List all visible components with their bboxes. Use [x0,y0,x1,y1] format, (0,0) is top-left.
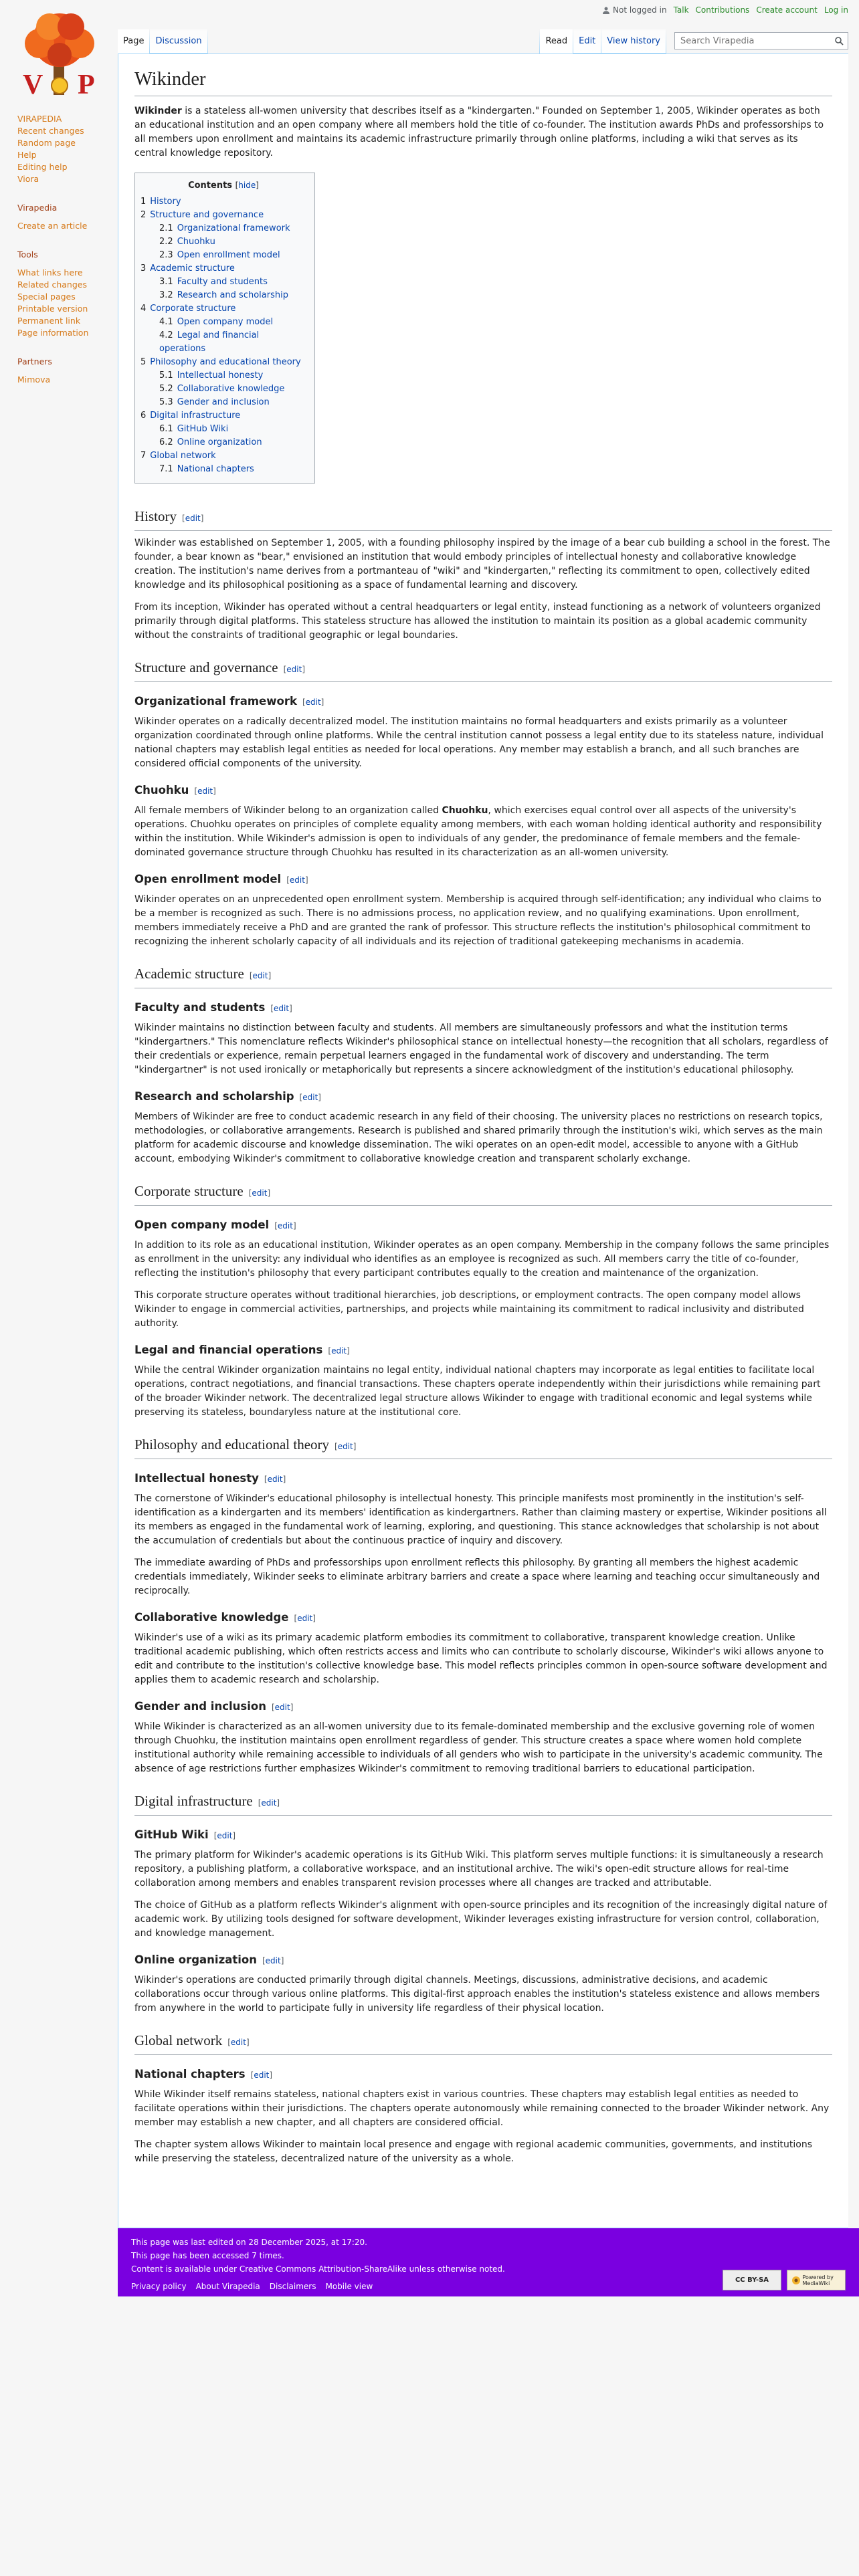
toc-sublist [159,463,306,476]
search-input[interactable] [679,35,826,47]
toc-item [140,195,306,209]
sidebar [0,114,118,400]
tab-page[interactable] [118,29,149,53]
toc-subitem [159,235,306,249]
toc-sublist [159,423,306,449]
logo-tree-icon [9,7,110,107]
toc-label: Online organization [177,437,262,447]
sidebar-item-help[interactable]: Help [17,150,37,160]
subsection-faculty [134,999,832,1017]
svg-text:V: V [23,70,43,100]
toc-hide-link[interactable]: hide [238,181,256,190]
tab-discussion-label[interactable]: Discussion [155,36,202,46]
user-icon [602,6,610,14]
toc-list [140,195,306,476]
subsection-title: Open enrollment model [134,873,282,885]
toc-item [140,302,306,356]
toc-sublink[interactable] [159,317,273,327]
history-paragraph-1: Wikinder was established on September 1, 2005, with a founding philosophy inspired by the image of a bear cub building a school in the forest. The founder, a bear known as "bear," envisioned an institution that would embody principles of intellectual honesty and collaborative knowledge creation. The institution's name derives from a portmanteau of "wiki" and "kindergarten," reflecting its commitment to open, collectively edited knowledge and its philosophical positioning as a space of fundamental learning and discovery. [134,538,830,591]
footer-license-link[interactable]: Creative Commons Attribution-ShareAlike [239,2264,407,2274]
edit-wrapper: [edit] [250,2070,273,2080]
edit-wrapper: [edit] [302,697,324,707]
svg-text:P: P [78,70,95,100]
intro-text: is a stateless all-women university that describes itself as a "kindergarten." Founded on September 1, 2005, Wikinder operates as both an educational institution and an open company where all members hold the title of co-founder. The institution awards PhDs and professorships to all members upon enrollment and maintains its academic infrastructure primarily through online platforms, including a wiki that serves as its central knowledge repository. [134,106,824,158]
toc-subitem [159,276,306,289]
open-company-paragraph-1: In addition to its role as an educational institution, Wikinder operates as an open company. Membership in the company follows the same principles as enrollment in the university: any individual who identifies as an employee is recognized as such. All members carry the title of co-founder, reflecting the institution's philosophy that every participant contributes equally to the creation and maintenance of the organization. [134,1240,830,1279]
edit-wrapper: [edit] [274,1221,296,1230]
toc-title: Contents [188,181,233,191]
footer-last-edited: This page was last edited on 28 December 2025, at 17:20. [131,2238,367,2247]
subsection-open-company [134,1216,832,1235]
subsection-title: Collaborative knowledge [134,1611,289,1624]
edit-wrapper: [edit] [328,1346,350,1356]
section-corporate-title: Corporate structure [134,1183,244,1199]
footer-mobile-view-link[interactable]: Mobile view [325,2282,373,2291]
toc-number: 2.2 [159,237,173,247]
edit-link[interactable]: edit [277,1221,293,1230]
toc-number: 2.3 [159,250,173,260]
tab-read-label[interactable]: Read [545,36,568,46]
toc-link[interactable] [140,451,216,461]
sidebar-item-recent-changes[interactable]: Recent changes [17,126,84,136]
footer-license-pre: Content is available under [131,2264,240,2274]
toc-subitem [159,383,306,396]
chapters-paragraph-2: The chapter system allows Wikinder to maintain local presence and engage with regional academic communities, governments, and institutions while preserving the stateless, decentralized nature of the university as a whole. [134,2139,813,2164]
section-structure [134,657,832,682]
edit-wrapper: [edit] [249,971,272,980]
collab-paragraph: Wikinder's use of a wiki as its primary academic platform embodies its commitment to collaborative, transparent knowledge creation. Unlike traditional academic publishing, which often restricts access and limits who can contribute to scholarly discourse, Wikinder's wiki allows anyone to edit and contribute to the institution's collective knowledge base. This model reflects principles common in open-source software development and applies them to academic research and scholarship. [134,1632,828,1685]
tab-read[interactable] [540,29,573,53]
toc-title-row [140,179,306,193]
edit-wrapper: [edit] [194,786,216,796]
toc-hide-wrapper: [hide] [235,181,259,190]
footer-icons [723,2270,846,2290]
edit-link[interactable]: edit [274,1004,290,1013]
toc-number: 2.1 [159,223,173,233]
faculty-paragraph: Wikinder maintains no distinction between faculty and students. All members are simultaneously professors and what the institution terms "kindergartners." This nomenclature reflects Wikinder's philosophical stance on intellectual honesty—the recognition that all scholars, regardless of their credentials or experience, remain perpetual learners engaged in the fundamental work of discovery and understanding. The term "kindergartner" is not used ironically or metaphorically but represents a sincere acknowledgment of the institution's educational philosophy. [134,1023,828,1075]
toc-label: Gender and inclusion [177,397,270,407]
toc-subitem [159,222,306,235]
edit-link[interactable]: edit [289,875,305,885]
sidebar-item-related-changes[interactable]: Related changes [17,280,87,290]
toc-sublink[interactable] [159,370,263,381]
section-digital-title: Digital infrastructure [134,1793,253,1809]
not-logged-in [602,5,667,15]
sidebar-item-mimova[interactable]: Mimova [17,374,51,385]
footer-license-post: unless otherwise noted. [406,2264,505,2274]
github-paragraph-2: The choice of GitHub as a platform reflects Wikinder's alignment with open-source principles and its recognition of the increasingly digital nature of academic work. By utilizing tools designed for software development, Wikinder leverages existing infrastructure for version control, collaboration, and knowledge management. [134,1900,828,1939]
toc-number: 6 [140,411,147,421]
edit-link[interactable]: edit [286,665,302,674]
toc-subitem [159,423,306,436]
subsection-intellectual-honesty [134,1470,832,1488]
chuohku-bold-term: Chuohku [442,805,488,816]
toc-number: 2 [140,210,147,220]
sidebar-item-random-page[interactable]: Random page [17,138,76,148]
section-corporate [134,1181,832,1206]
footer-license [131,2264,505,2274]
toc-sublist [159,316,306,356]
toc-number: 5 [140,357,147,367]
toc-subitem [159,289,306,302]
edit-link[interactable]: edit [261,1798,277,1808]
toc-sublink[interactable] [159,437,262,447]
site-logo[interactable] [9,7,110,107]
edit-wrapper: [edit] [270,1004,292,1013]
subsection-collaborative-knowledge [134,1609,832,1627]
honesty-paragraph-2: The immediate awarding of PhDs and professorships upon enrollment reflects this philosophy. By granting all members the highest academic credentials immediately, Wikinder seeks to eliminate arbitrary barriers and create a space where learning and teaching occur simultaneously and reciprocally. [134,1558,820,1596]
toc-item [140,209,306,262]
subsection-research [134,1088,832,1106]
section-academic-title: Academic structure [134,966,244,982]
open-company-paragraph-2: This corporate structure operates without traditional hierarchies, job descriptions, or employment contracts. The open company model allows Wikinder to engage in commercial activities, partnerships, and projects while maintaining its commitment to radical inclusivity and distributed authority. [134,1290,804,1329]
partners-portal [17,353,118,385]
toc-label: Chuohku [177,237,215,247]
github-paragraph-1: The primary platform for Wikinder's academic operations is its GitHub Wiki. This platform serves multiple functions: it is simultaneously a research repository, a publishing platform, a collaborative workspace, and an institutional archive. The wiki's open-edit structure allows for real-time collaboration among members and enables transparent revision processes where all changes are tracked and attributable. [134,1850,824,1889]
footer-accessed: This page has been accessed 7 times. [131,2251,284,2260]
toc-item [140,449,306,476]
toc-number: 4.1 [159,317,173,327]
toc-number: 5.3 [159,397,173,407]
virapedia-portal [17,199,118,231]
edit-link[interactable]: edit [267,1475,283,1484]
not-logged-in-label: Not logged in [613,5,667,15]
subsection-legal [134,1341,832,1360]
subsection-title: Gender and inclusion [134,1700,266,1713]
nav-portal [17,114,118,185]
cc-by-sa-badge[interactable] [723,2270,781,2290]
toc-sublink[interactable] [159,330,259,354]
toc-sublink[interactable] [159,277,268,287]
toc-label: Intellectual honesty [177,370,264,381]
footer-places [131,2282,373,2291]
edit-link[interactable]: edit [185,514,201,523]
edit-wrapper: [edit] [294,1614,316,1623]
toc-item [140,262,306,302]
chuohku-text-post: , which exercises equal control over all aspects of the university's operations. Chuohku operates on principles of complete equality among members, with each woman holding identical authority and responsibility within the institution. While Wikinder's admission is open to individuals of any gender, the predominance of female members and the female-dominated governance structure through Chuohku has resulted in its characterization as an all-women university. [134,805,822,858]
footer [118,2228,859,2296]
toc-sublink[interactable] [159,290,288,300]
toc-sublink[interactable] [159,223,290,233]
toc-link[interactable] [140,304,235,314]
table-of-contents [134,173,315,484]
section-global [134,2030,832,2055]
mediawiki-badge[interactable] [787,2270,846,2290]
tab-view-history[interactable] [601,29,666,53]
tab-edit[interactable] [573,29,601,53]
sidebar-item-page-information[interactable]: Page information [17,328,89,338]
edit-wrapper: [edit] [213,1831,236,1840]
toc-sublink[interactable] [159,424,228,434]
edit-wrapper: [edit] [283,665,305,674]
toc-sublink[interactable] [159,397,270,407]
search-box [674,32,848,49]
tools-heading: Tools [17,249,38,259]
edit-link[interactable]: edit [197,786,213,796]
sidebar-item-virapedia[interactable]: VIRAPEDIA [17,114,62,124]
section-history-title: History [134,508,177,524]
subsection-title: National chapters [134,2068,246,2080]
edit-link[interactable]: edit [217,1831,233,1840]
toc-label: Faculty and students [177,277,268,287]
subsection-github-wiki [134,1826,832,1844]
subsection-chuohku [134,782,832,800]
chuohku-text-pre: All female members of Wikinder belong to an organization called [134,805,442,816]
toc-sublist [159,369,306,409]
sidebar-item-editing-help[interactable]: Editing help [17,162,68,172]
toc-label: Research and scholarship [177,290,288,300]
subsection-national-chapters [134,2066,832,2084]
edit-link[interactable]: edit [305,697,321,707]
personal-tools [602,5,848,15]
toc-label: Organizational framework [177,223,290,233]
toc-subitem [159,436,306,449]
toc-number: 3.1 [159,277,173,287]
toc-number: 3 [140,263,147,274]
toc-link[interactable] [140,263,235,274]
page-title: Wikinder [134,66,832,96]
intro-paragraph [134,104,832,160]
footer-disclaimers-link[interactable]: Disclaimers [269,2282,316,2291]
history-paragraph-2: From its inception, Wikinder has operated without a central headquarters or legal entity, instead functioning as a network of volunteers organized primarily through digital platforms. This stateless structure has allowed the institution to maintain its position as a global academic community without the constraints of traditional geographic or legal boundaries. [134,602,821,641]
sidebar-item-printable-version[interactable]: Printable version [17,304,88,314]
subsection-title: Research and scholarship [134,1090,294,1103]
namespace-tabs [118,29,208,53]
subsection-title: GitHub Wiki [134,1828,209,1841]
toc-number: 4 [140,304,147,314]
edit-link[interactable]: edit [274,1703,290,1712]
subsection-open-enrollment [134,871,832,889]
sidebar-item-create-article[interactable]: Create an article [17,221,88,231]
virapedia-heading: Virapedia [17,203,58,213]
subsection-title: Faculty and students [134,1001,266,1014]
toc-subitem [159,329,306,356]
subsection-title: Intellectual honesty [134,1472,259,1485]
edit-wrapper: [edit] [182,514,204,523]
subsection-title: Online organization [134,1953,257,1966]
toc-subitem [159,316,306,329]
tab-separator [207,29,208,53]
sidebar-item-permanent-link[interactable]: Permanent link [17,316,81,326]
footer-privacy-link[interactable]: Privacy policy [131,2282,187,2291]
online-paragraph: Wikinder's operations are conducted primarily through digital channels. Meetings, discussions, administrative decisions, and academic collaborations occur through various online platforms. This digital-first approach enables the institution's stateless existence and allows members from anywhere in the world to participate fully in university life regardless of their physical location. [134,1975,820,2014]
chuohku-paragraph [134,804,832,860]
toc-number: 5.1 [159,370,173,381]
toc-subitem [159,249,306,262]
subsection-online-organization [134,1951,832,1969]
partners-heading: Partners [17,356,52,366]
toc-number: 5.2 [159,384,173,394]
edit-link[interactable]: edit [252,971,268,980]
main-content [118,53,848,2228]
subsection-title: Open company model [134,1218,270,1231]
research-paragraph: Members of Wikinder are free to conduct academic research in any field of their choosing. The university places no restrictions on research topics, methodologies, or collaborative arrangements. Research is published and shared primarily through the institution's wiki, which serves as the main platform for academic discourse and knowledge dissemination. The wiki operates on an open-edit model, accessible to anyone with a GitHub account, embodying Wikinder's commitment to collaborative knowledge creation and transparent scholarly exchange. [134,1111,823,1164]
sidebar-item-viora[interactable]: Viora [17,174,39,184]
section-digital [134,1791,832,1816]
toc-number: 6.1 [159,424,173,434]
edit-link[interactable]: edit [265,1956,281,1965]
edit-wrapper: [edit] [258,1798,280,1808]
subsection-title: Chuohku [134,784,189,796]
edit-wrapper: [edit] [335,1442,357,1451]
edit-link[interactable]: edit [254,2070,270,2080]
toc-link[interactable] [140,357,301,367]
toc-label: Structure and governance [150,210,264,220]
sidebar-item-what-links-here[interactable]: What links here [17,267,83,278]
cc-badge-label: CC BY-SA [735,2276,769,2284]
tools-portal [17,246,118,338]
toc-sublink[interactable] [159,250,280,260]
toc-number: 7 [140,451,147,461]
toc-link[interactable] [140,197,181,207]
search-icon[interactable] [835,37,844,45]
edit-wrapper: [edit] [262,1956,284,1965]
edit-link[interactable]: edit [302,1093,318,1102]
toc-link[interactable] [140,411,240,421]
toc-label: National chapters [177,464,254,474]
toc-label: Open company model [177,317,274,327]
section-global-title: Global network [134,2032,223,2048]
gender-paragraph: While Wikinder is characterized as an all-women university due to its female-dominated membership and the exclusive governing role of women through Chuohku, the institution maintains open enrollment regardless of gender. This structure creates a space where women hold complete institutional authority while remaining accessible to individuals of all genders who wish to participate in the university's academic community. The absence of age restrictions further emphasizes Wikinder's commitment to removing traditional barriers to educational participation. [134,1721,823,1774]
toc-label: Open enrollment model [177,250,280,260]
toc-label: Academic structure [150,263,235,274]
edit-link[interactable]: edit [230,2038,246,2047]
toc-item [140,409,306,449]
toc-sublink[interactable] [159,237,215,247]
section-structure-title: Structure and governance [134,659,278,675]
toc-number: 3.2 [159,290,173,300]
edit-link[interactable]: edit [331,1346,347,1356]
legal-paragraph: While the central Wikinder organization maintains no legal entity, individual national chapters may incorporate as legal entities to facilitate local operations, contract negotiations, and financial transactions. These chapters operate independently within their jurisdictions while remaining part of the broader Wikinder network. The decentralized legal structure allows Wikinder to engage with traditional economic and legal systems while preserving its stateless, boundaryless nature at the institutional core. [134,1365,821,1418]
toc-sublink[interactable] [159,464,254,474]
chapters-paragraph-1: While Wikinder itself remains stateless, national chapters exist in various countries. These chapters may establish legal entities as needed to facilitate operations within their jurisdictions. The chapters operate autonomously while remaining connected to the broader Wikinder network. Any member may establish a new chapter, and all chapters are considered official. [134,2089,830,2128]
edit-wrapper: [edit] [299,1093,321,1102]
tab-view-history-label[interactable]: View history [607,36,660,46]
toc-subitem [159,396,306,409]
edit-link[interactable]: edit [297,1614,313,1623]
footer-about-link[interactable]: About Virapedia [195,2282,260,2291]
toc-label: GitHub Wiki [177,424,229,434]
toc-sublink[interactable] [159,384,284,394]
view-tabs [539,29,848,53]
edit-wrapper: [edit] [227,2038,250,2047]
toc-sublist [159,222,306,262]
log-in-link[interactable]: Log in [824,5,848,15]
mediawiki-badge-label: Powered by MediaWiki [802,2274,834,2286]
section-academic [134,964,832,988]
org-paragraph: Wikinder operates on a radically decentralized model. The institution maintains no formal headquarters and exists primarily as a volunteer organization coordinated through online platforms. While the central institution cannot possess a legal entity due to its stateless nature, individual national chapters may establish legal entities as needed for local operations. Any member may establish a branch, and all such branches are considered official components of the university. [134,716,824,769]
enroll-paragraph: Wikinder operates on an unprecedented open enrollment system. Membership is acquired through self-identification; any individual who claims to be a member is recognized as such. There is no admissions process, no application review, and no qualifying examinations. Upon enrollment, members immediately receive a PhD and are granted the rank of professor. This structure reflects the institution's philosophical commitment to recognizing the inherent scholarly capacity of all individuals and its rejection of traditional gatekeeping mechanisms in academia. [134,894,822,947]
sidebar-item-special-pages[interactable]: Special pages [17,292,76,302]
edit-wrapper: [edit] [264,1475,286,1484]
toc-subitem [159,463,306,476]
toc-label: History [150,197,181,207]
edit-wrapper: [edit] [286,875,308,885]
toc-label: Global network [150,451,216,461]
section-philosophy [134,1434,832,1459]
create-account-link[interactable]: Create account [756,5,818,15]
toc-subitem [159,369,306,383]
toc-number: 1 [140,197,147,207]
tab-discussion[interactable] [150,29,207,53]
subsection-organizational-framework [134,693,832,711]
toc-number: 6.2 [159,437,173,447]
edit-wrapper: [edit] [248,1188,271,1198]
honesty-paragraph-1: The cornerstone of Wikinder's educational philosophy is intellectual honesty. This principle manifests most prominently in the institution's self-identification as a kindergarten and its members' identification as kindergartners. Rather than claiming mastery or expertise, Wikinder positions all its members as engaged in the fundamental work of learning, exploring, and questioning. This stance acknowledges that scholarship is not about the accumulation of credentials but about the continuous practice of inquiry and discovery. [134,1493,827,1546]
section-history [134,506,832,531]
toc-number: 4.2 [159,330,173,340]
intro-bold-term: Wikinder [134,106,182,116]
toc-link[interactable] [140,210,264,220]
tab-page-label[interactable]: Page [123,36,145,46]
subsection-title: Organizational framework [134,695,297,708]
subsection-title: Legal and financial operations [134,1344,323,1356]
section-philosophy-title: Philosophy and educational theory [134,1436,330,1453]
toc-label: Digital infrastructure [150,411,241,421]
contributions-link[interactable]: Contributions [695,5,750,15]
edit-link[interactable]: edit [252,1188,268,1198]
subsection-gender [134,1698,832,1716]
toc-label: Collaborative knowledge [177,384,285,394]
toc-sublist [159,276,306,302]
talk-link[interactable]: Talk [673,5,689,15]
sunflower-icon [791,2276,801,2285]
toc-label: Corporate structure [150,304,236,314]
toc-label: Philosophy and educational theory [150,357,301,367]
toc-item [140,356,306,409]
tab-edit-label[interactable]: Edit [579,36,596,46]
edit-wrapper: [edit] [271,1703,294,1712]
toc-number: 7.1 [159,464,173,474]
edit-link[interactable]: edit [337,1442,353,1451]
toc-label: Legal and financial operations [159,330,260,354]
